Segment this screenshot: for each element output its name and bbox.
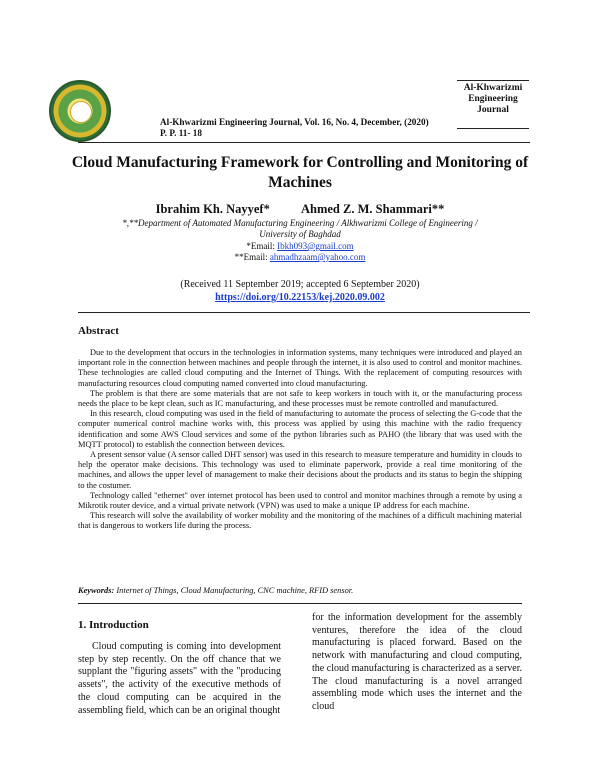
journal-citation: Al-Khwarizmi Engineering Journal, Vol. 16, No. 4, December, (2020) P. P. 11- 18 [160,117,429,138]
keywords-list: Internet of Things, Cloud Manufacturing, CNC machine, RFID sensor. [116,586,354,595]
keywords-divider [78,603,522,604]
received-dates: (Received 11 September 2019; accepted 6 September 2020) [180,279,420,290]
email-1-line: *Email: Ibkh093@gmail.com [246,241,354,251]
journal-logo [49,80,111,142]
abstract-paragraph: The problem is that there are some materials that are not safe to keep workers in touch with it, or the manufacturing process needs the place to be kept clean, such as IC manufacturing, and these processes must be remote controlled and manufactured. [78,388,522,409]
abstract-heading: Abstract [78,325,119,337]
abstract-paragraph: Due to the development that occurs in the technologies in information systems, many techniques were introduced and played an important role in the connection between machines and people through the internet, it is also used to control and monitor machines. These technologies are called cloud computing and the Internet of Things. With the replacement of computing resources with manufacturing resources cloud computing named converted into cloud manufacturing. [78,348,522,388]
journal-box-top-rule [457,80,529,81]
header-divider [78,142,530,143]
introduction-right-column [312,612,522,714]
doi-divider [78,312,530,313]
doi-link[interactable]: https://doi.org/10.22153/kej.2020.09.002 [215,292,385,303]
paper-title: Cloud Manufacturing Framework for Controlling and Monitoring of Machines [71,154,529,191]
email-1-link[interactable]: Ibkh093@gmail.com [277,241,354,251]
email-2-link[interactable]: ahmadhzaam@yahoo.com [269,252,366,262]
email-2-line: **Email: ahmadhzaam@yahoo.com [234,252,366,262]
introduction-heading: 1. Introduction [78,619,149,631]
abstract-paragraph: Technology called "ethernet" over internet protocol has been used to control and monitor machines through a remote by using a Mikrotik router device, and a virtual private network (VPN) was used to make a unique IP address for each machine. [78,490,522,511]
abstract-paragraph: In this research, cloud computing was used in the field of manufacturing to automate the process of selecting the G-code that the computer numerical control machine works with, this process was applied by using this machine with the radio frequency identification and some AWS Cloud services and some of the python libraries such as PAHO (the library that was used with the MQTT protocol) to establish the connection between devices. [78,409,522,449]
author-1: Ibrahim Kh. Nayyef* [155,202,270,216]
introduction-text-right: for the information development for the assembly ventures, therefore the idea of the cloud manufacturing is placed forward. Based on the network with manufacturing and cloud computing, the cloud manufacturing is characterized as a server. The cloud manufacturing is a novel arranged assembling mode which uses the internet and the cloud [312,612,522,712]
author-2: Ahmed Z. M. Shammari** [300,202,445,216]
doi-line [90,292,510,303]
authors [60,202,540,217]
abstract-paragraph: A present sensor value (A sensor called DHT sensor) was used in this research to measure temperature and humidity in clouds to help the operator make decisions. This technology was used to eliminate paperwork, provide a real time monitoring of the machines, and allows the upper level of management to make their decisions about the products and its status to begin the shipping to the costumer. [78,450,522,490]
keywords-label: Keywords: [78,586,115,595]
abstract-body [78,348,522,532]
keywords [78,586,522,595]
introduction-text-left: Cloud computing is coming into development step by step recently. On the off chance that we supplant the "figuring assets" with the "producing assets", the activity of the executive methods of the cloud computing can be acquired in the assembling field, which can be an original thought [78,641,281,716]
abstract-paragraph: This research will solve the availability of worker mobility and the monitoring of the machines of a difficult machining material that is dangerous to workers life during the process. [78,511,522,531]
journal-name-box: Al-Khwarizmi Engineering Journal [463,83,523,115]
affiliation: *,**Department of Automated Manufacturing Engineering / Alkhwarizmi College of Engineering / University of Baghdad [122,218,478,239]
journal-box-bottom-rule [457,128,529,129]
introduction-left-column [78,641,281,717]
